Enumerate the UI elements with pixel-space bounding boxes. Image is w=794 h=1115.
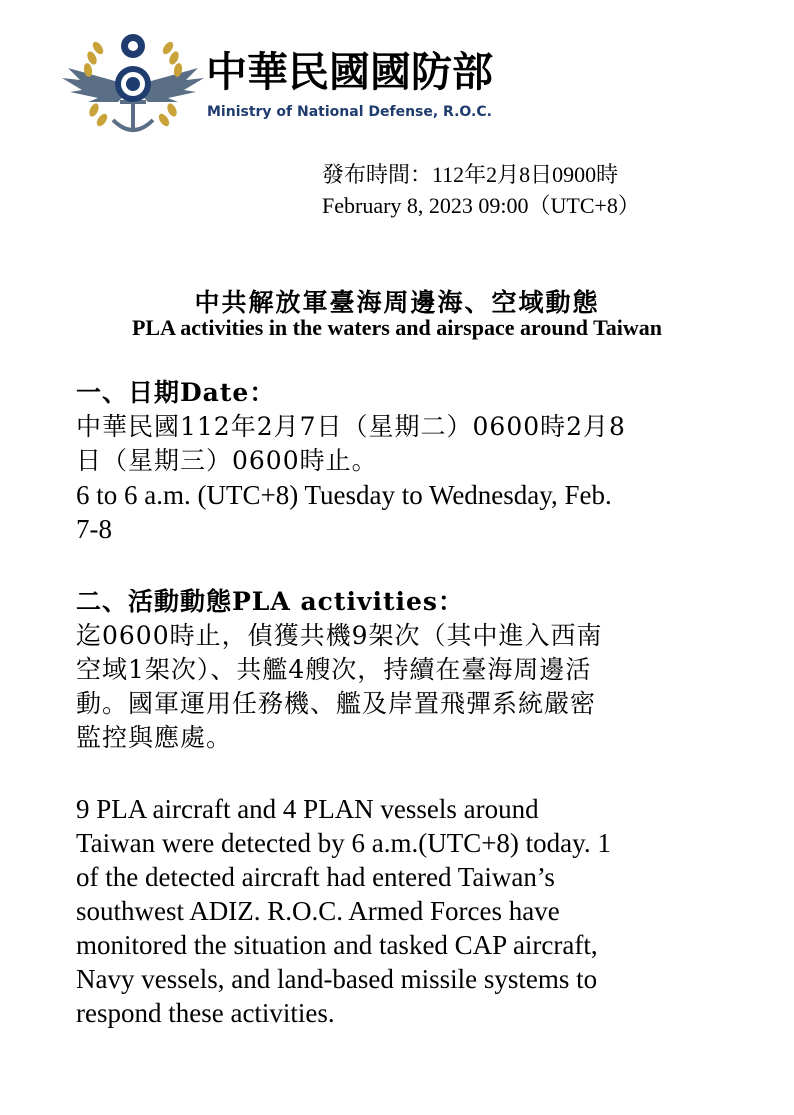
section-activities-en-line: 9 PLA aircraft and 4 PLAN vessels around: [76, 794, 539, 824]
section-date-en-line: 6 to 6 a.m. (UTC+8) Tuesday to Wednesday, Feb.: [76, 480, 612, 510]
section-activities-heading: 二、活動動態PLA activities：: [76, 587, 464, 616]
section-activities-en-line: monitored the situation and tasked CAP aircraft,: [76, 930, 598, 960]
section-date-heading: 一、日期Date：: [76, 378, 276, 407]
section-activities-en-line: Taiwan were detected by 6 a.m.(UTC+8) today. 1: [76, 828, 611, 858]
section-activities-en-line: Navy vessels, and land-based missile systems to: [76, 964, 598, 994]
section-activities-cn-line: 空域1架次）、共艦4艘次，持續在臺海周邊活: [76, 655, 592, 684]
section-activities-en: [76, 792, 716, 1030]
mnd-emblem-icon: [58, 28, 208, 140]
section-date-cn-line: 日（星期三）0600時止。: [76, 446, 378, 475]
org-name-cn: 中華民國國防部: [206, 48, 493, 96]
page-title-en: PLA activities in the waters and airspace around Taiwan: [131, 315, 663, 340]
publish-time-en: February 8, 2023 09:00（UTC+8）: [322, 193, 640, 218]
section-activities-cn-line: 動。國軍運用任務機、艦及岸置飛彈系統嚴密: [76, 689, 597, 718]
section-activities: [76, 585, 716, 755]
publish-time-cn: 發布時間：112年2月8日0900時: [322, 162, 619, 187]
section-activities-cn-line: 監控與應處。: [76, 723, 233, 752]
section-date-en-line: 7-8: [76, 514, 112, 544]
section-activities-en-line: respond these activities.: [76, 998, 335, 1028]
section-date: [76, 376, 716, 546]
section-activities-en-line: southwest ADIZ. R.O.C. Armed Forces have: [76, 896, 560, 926]
page-title-cn: 中共解放軍臺海周邊海、空域動態: [194, 288, 600, 317]
section-activities-en-line: of the detected aircraft had entered Taiwan’s: [76, 862, 555, 892]
section-date-cn-line: 中華民國112年2月7日（星期二）0600時2月8: [76, 412, 626, 441]
org-name-en: Ministry of National Defense, R.O.C.: [207, 104, 492, 120]
section-activities-cn-line: 迄0600時止，偵獲共機9架次（其中進入西南: [76, 621, 603, 650]
